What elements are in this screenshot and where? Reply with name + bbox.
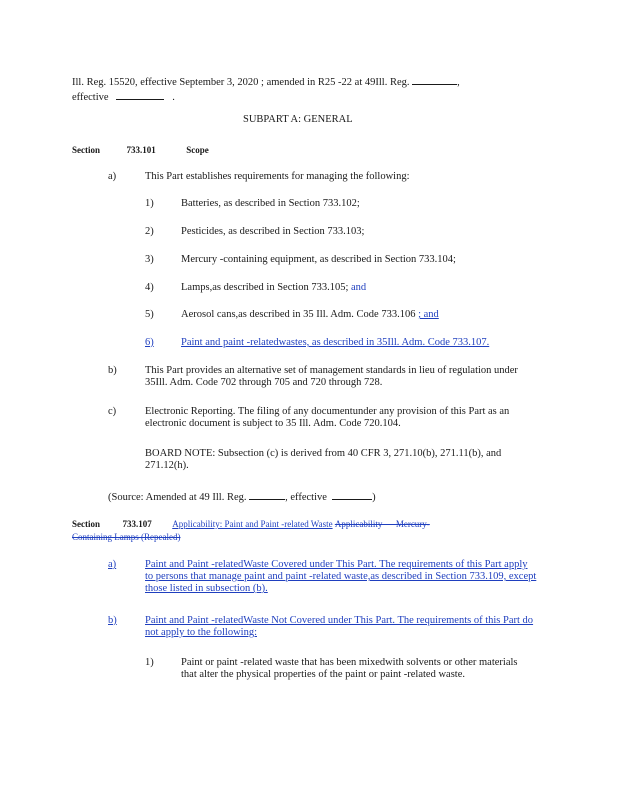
subsection-a-marker: a) [108,171,117,182]
subsection-a-text: This Part establishes requirements for managing the following: [145,171,410,182]
list-item-marker: 1) [145,198,154,209]
subpart-title: SUBPART A: GENERAL [243,114,353,125]
section-heading-733-101: Section 733.101 Scope [72,145,209,155]
header-line-1: Ill. Reg. 15520, effective September 3, 2020 ; amended in R25 -22 at 49Ill. Reg. , [72,74,460,89]
subsection-b-marker: b) [108,365,117,376]
list-item-inserted: Paint and paint -relatedwastes, as described in 35Ill. Adm. Code 733.107. [181,337,490,348]
section-title-inserted: Applicability: Paint and Paint -related Waste [172,519,333,529]
list-item-marker: 3) [145,254,154,265]
list-item: Mercury -containing equipment, as described in Section 733.104; [181,254,456,265]
subsection-a-marker-inserted: a) [108,559,117,570]
section-title-deleted-continued: Containing Lamps (Repealed) [72,532,181,542]
header-line-1-text: Ill. Reg. 15520, effective September 3, 2020 ; amended in R25 -22 at 49Ill. Reg. [72,77,413,88]
subsection-b-marker-inserted: b) [108,615,117,626]
subsection-b-text-inserted: Paint and Paint -relatedWaste Not Covered under This Part. The requirements of this Part do not apply to the following: [145,615,534,638]
blank-reg-page [412,74,457,85]
list-item-marker: 5) [145,309,154,320]
list-item-marker: 1) [145,657,154,668]
inserted-text: and [351,282,367,293]
source-note: (Source: Amended at 49 Ill. Reg. , effective ) [108,489,376,504]
list-item: Pesticides, as described in Section 733.103; [181,226,365,237]
board-note: BOARD NOTE: Subsection (c) is derived from 40 CFR 3, 271.10(b), 271.11(b), and 271.12(h). [145,448,502,471]
list-item: Aerosol cans,as described in 35 Ill. Adm. Code 733.106 ; and [181,309,439,320]
blank-effective-date [116,89,164,100]
blank-source-date [332,489,372,500]
list-item: Lamps,as described in Section 733.105; and [181,282,367,293]
header-line-2: effective . [72,89,175,104]
section-heading-733-107: Section 733.107 Applicability: Paint and Paint -related Waste Applicability — Mercury- [72,519,430,529]
list-item: Paint or paint -related waste that has been mixedwith solvents or other materials that alter the physical properties of the paint or paint -related waste. [181,657,518,680]
inserted-text: ; and [418,309,439,320]
subsection-c-marker: c) [108,406,117,417]
list-item-marker-inserted: 6) [145,337,154,348]
subsection-b-text: This Part provides an alternative set of management standards in lieu of regulation under 35Ill. Adm. Code 702 through 705 and 720 through 728. [145,365,518,388]
list-item-marker: 2) [145,226,154,237]
blank-source-page [249,489,285,500]
subsection-c-text: Electronic Reporting. The filing of any documentunder any provision of this Part as an electronic document is subject to 35 Ill. Adm. Code 720.104. [145,406,510,429]
list-item-marker: 4) [145,282,154,293]
section-title-deleted: Applicability — Mercury- [334,519,430,529]
subsection-a-text-inserted: Paint and Paint -relatedWaste Covered under This Part. The requirements of this Part apply to persons that manage paint and paint -related waste,as described in Section 733.109, except those listed in subsection (b). [145,559,537,594]
list-item: Batteries, as described in Section 733.102; [181,198,360,209]
